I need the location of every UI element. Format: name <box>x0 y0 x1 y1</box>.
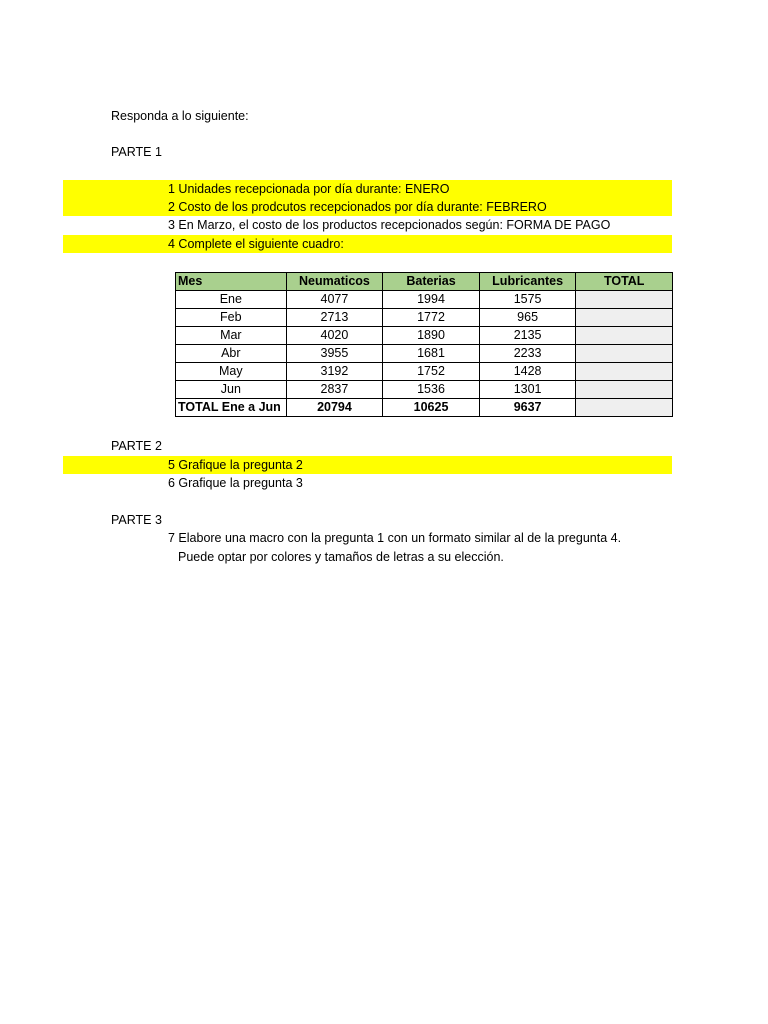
total-baterias[interactable]: 10625 <box>383 399 480 417</box>
cell-neumaticos[interactable]: 2713 <box>286 309 383 327</box>
header-total: TOTAL <box>576 273 673 291</box>
cell-neumaticos[interactable]: 2837 <box>286 381 383 399</box>
question-6: 6 Grafique la pregunta 3 <box>168 476 303 490</box>
cell-total[interactable] <box>576 363 673 381</box>
totals-row <box>176 399 673 417</box>
table-row <box>176 345 673 363</box>
cell-mes[interactable]: Feb <box>176 309 287 327</box>
cell-mes[interactable]: Abr <box>176 345 287 363</box>
intro-text: Responda a lo siguiente: <box>111 109 249 123</box>
cell-mes[interactable]: Mar <box>176 327 287 345</box>
parte3-heading: PARTE 3 <box>111 513 162 527</box>
cell-baterias[interactable]: 1890 <box>383 327 480 345</box>
cell-mes[interactable]: Jun <box>176 381 287 399</box>
total-lubricantes[interactable]: 9637 <box>479 399 576 417</box>
table-row <box>176 327 673 345</box>
header-lubricantes: Lubricantes <box>479 273 576 291</box>
cell-total[interactable] <box>576 327 673 345</box>
table-row <box>176 291 673 309</box>
cell-neumaticos[interactable]: 3955 <box>286 345 383 363</box>
cell-mes[interactable]: Ene <box>176 291 287 309</box>
cell-baterias[interactable]: 1752 <box>383 363 480 381</box>
total-neumaticos[interactable]: 20794 <box>286 399 383 417</box>
parte2-heading: PARTE 2 <box>111 439 162 453</box>
header-baterias: Baterias <box>383 273 480 291</box>
cell-baterias[interactable]: 1536 <box>383 381 480 399</box>
cell-lubricantes[interactable]: 2135 <box>479 327 576 345</box>
question-3: 3 En Marzo, el costo de los productos recepcionados según: FORMA DE PAGO <box>168 218 611 232</box>
question-5: 5 Grafique la pregunta 2 <box>168 458 303 472</box>
table-row <box>176 363 673 381</box>
cell-baterias[interactable]: 1681 <box>383 345 480 363</box>
cell-mes[interactable]: May <box>176 363 287 381</box>
cell-neumaticos[interactable]: 4020 <box>286 327 383 345</box>
cell-baterias[interactable]: 1994 <box>383 291 480 309</box>
header-mes: Mes <box>176 273 287 291</box>
totals-label[interactable]: TOTAL Ene a Jun <box>176 399 287 417</box>
cell-lubricantes[interactable]: 965 <box>479 309 576 327</box>
table-header-row <box>176 273 673 291</box>
cell-total[interactable] <box>576 309 673 327</box>
question-4: 4 Complete el siguiente cuadro: <box>168 237 344 251</box>
table-row <box>176 381 673 399</box>
table-row <box>176 309 673 327</box>
header-neumaticos: Neumaticos <box>286 273 383 291</box>
question-1: 1 Unidades recepcionada por día durante: ENERO <box>168 182 450 196</box>
highlight-bar-q4 <box>63 235 672 253</box>
cell-lubricantes[interactable]: 1575 <box>479 291 576 309</box>
cell-lubricantes[interactable]: 1301 <box>479 381 576 399</box>
cell-neumaticos[interactable]: 3192 <box>286 363 383 381</box>
cell-lubricantes[interactable]: 1428 <box>479 363 576 381</box>
highlight-bar-q5 <box>63 456 672 474</box>
sales-table <box>175 272 673 417</box>
parte1-heading: PARTE 1 <box>111 145 162 159</box>
cell-total[interactable] <box>576 345 673 363</box>
total-total[interactable] <box>576 399 673 417</box>
cell-total[interactable] <box>576 291 673 309</box>
cell-baterias[interactable]: 1772 <box>383 309 480 327</box>
question-2: 2 Costo de los prodcutos recepcionados por día durante: FEBRERO <box>168 200 547 214</box>
cell-lubricantes[interactable]: 2233 <box>479 345 576 363</box>
question-7-line1: 7 Elabore una macro con la pregunta 1 con un formato similar al de la pregunta 4. <box>168 531 622 545</box>
cell-total[interactable] <box>576 381 673 399</box>
cell-neumaticos[interactable]: 4077 <box>286 291 383 309</box>
question-7-line2: Puede optar por colores y tamaños de letras a su elección. <box>178 550 504 564</box>
